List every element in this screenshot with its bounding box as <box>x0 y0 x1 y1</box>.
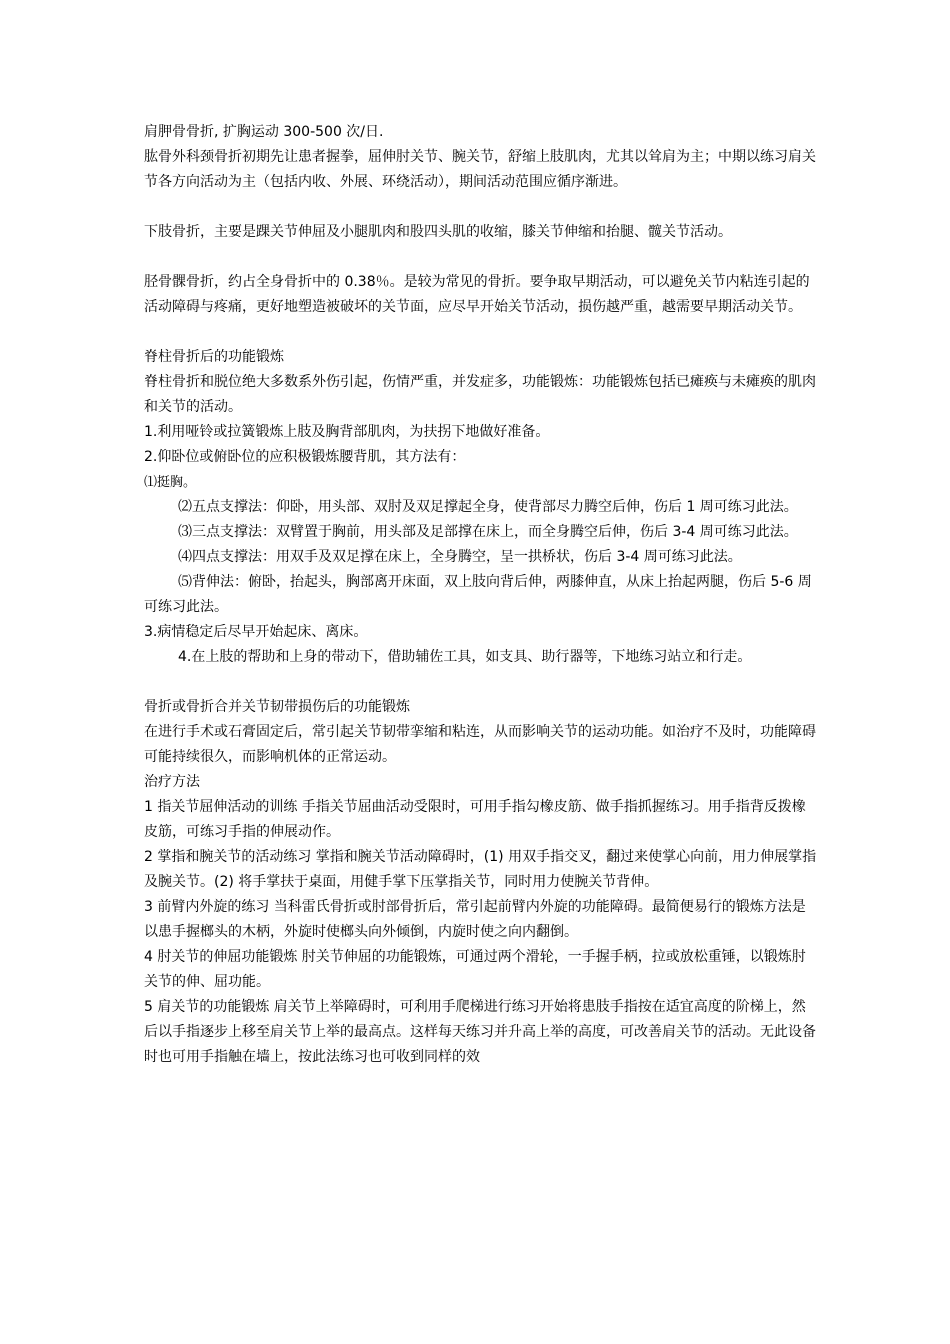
subitem-2: ⑵五点支撑法：仰卧，用头部、双肘及双足撑起全身，使背部尽力腾空后伸，伤后 1 周可练习此法。 <box>178 499 798 515</box>
spacer <box>144 320 819 345</box>
para-humerus: 肱骨外科颈骨折初期先让患者握拳，屈伸肘关节、腕关节，舒缩上肢肌肉，尤其以耸肩为主；中期以练习肩关节各方向活动为主（包括内收、外展、环绕活动），期间活动范围应循序渐进。 <box>144 149 816 190</box>
item-2: 2.仰卧位或俯卧位的应积极锻炼腰背肌，其方法有： <box>144 449 466 465</box>
heading-ligament: 骨折或骨折合并关节韧带损伤后的功能锻炼 <box>144 699 410 715</box>
item-4: 4.在上肢的帮助和上身的带动下，借助辅佐工具，如支具、助行器等，下地练习站立和行走。 <box>178 649 752 665</box>
item-3: 3.病情稳定后尽早开始起床、离床。 <box>144 624 368 640</box>
heading-spine: 脊柱骨折后的功能锻炼 <box>144 349 284 365</box>
subitem-5: ⑸背伸法：俯卧，抬起头，胸部离开床面，双上肢向背后伸，两膝伸直，从床上抬起两腿，伤后 5-6 周可练习此法。 <box>144 574 812 615</box>
treatment-3: 3 前臂内外旋的练习 当科雷氏骨折或肘部骨折后，常引起前臂内外旋的功能障碍。最简便易行的锻炼方法是以患手握榔头的木柄，外旋时使榔头向外倾倒，内旋时使之向内翻倒。 <box>144 899 806 940</box>
line-scapula: 肩胛骨骨折, 扩胸运动 300-500 次/日. <box>144 124 384 140</box>
subitem-3: ⑶三点支撑法：双臂置于胸前，用头部及足部撑在床上，而全身腾空后伸，伤后 3-4 周可练习此法。 <box>178 524 798 540</box>
document-page <box>144 120 819 1070</box>
para-spine-intro: 脊柱骨折和脱位绝大多数系外伤引起，伤情严重，并发症多，功能锻炼：功能锻炼包括已瘫痪与未瘫痪的肌肉和关节的活动。 <box>144 374 816 415</box>
subitem-4: ⑷四点支撑法：用双手及双足撑在床上，全身腾空，呈一拱桥状，伤后 3-4 周可练习此法。 <box>178 549 742 565</box>
spacer <box>144 670 819 695</box>
subitem-1: ⑴挺胸。 <box>144 475 197 490</box>
para-lower-limb: 下肢骨折，主要是踝关节伸屈及小腿肌肉和股四头肌的收缩，膝关节伸缩和抬腿、髋关节活动。 <box>144 224 732 240</box>
item-1: 1.利用哑铃或拉簧锻炼上肢及胸背部肌肉，为扶拐下地做好准备。 <box>144 424 550 440</box>
spacer <box>144 245 819 270</box>
treatment-4: 4 肘关节的伸屈功能锻炼 肘关节伸屈的功能锻炼，可通过两个滑轮，一手握手柄，拉或放松重锤，以锻炼肘关节的伸、屈功能。 <box>144 949 806 990</box>
spacer <box>144 195 819 220</box>
heading-treatment: 治疗方法 <box>144 774 200 790</box>
treatment-2: 2 掌指和腕关节的活动练习 掌指和腕关节活动障碍时，(1) 用双手指交叉，翻过来使掌心向前，用力伸展掌指及腕关节。(2) 将手掌扶于桌面，用健手掌下压掌指关节，同时用力使腕关节背伸。 <box>144 849 817 890</box>
para-tibial-condyle: 胫骨髁骨折，约占全身骨折中的 0.38％。是较为常见的骨折。要争取早期活动，可以避免关节内粘连引起的活动障碍与疼痛，更好地塑造被破坏的关节面，应尽早开始关节活动，损伤越严重，越需要早期活动关节。 <box>144 274 810 315</box>
treatment-1: 1 指关节屈伸活动的训练 手指关节屈曲活动受限时，可用手指勾橡皮筋、做手指抓握练习。用手指背反拨橡皮筋，可练习手指的伸展动作。 <box>144 799 806 840</box>
treatment-5: 5 肩关节的功能锻炼 肩关节上举障碍时，可利用手爬梯进行练习开始将患肢手指按在适宜高度的阶梯上，然后以手指逐步上移至肩关节上举的最高点。这样每天练习并升高上举的高度，可改善肩关节的活动。无此设备时也可用手指触在墙上，按此法练习也可收到同样的效 <box>144 999 816 1065</box>
para-ligament-intro: 在进行手术或石膏固定后，常引起关节韧带挛缩和粘连，从而影响关节的运动功能。如治疗不及时，功能障碍可能持续很久，而影响机体的正常运动。 <box>144 724 816 765</box>
